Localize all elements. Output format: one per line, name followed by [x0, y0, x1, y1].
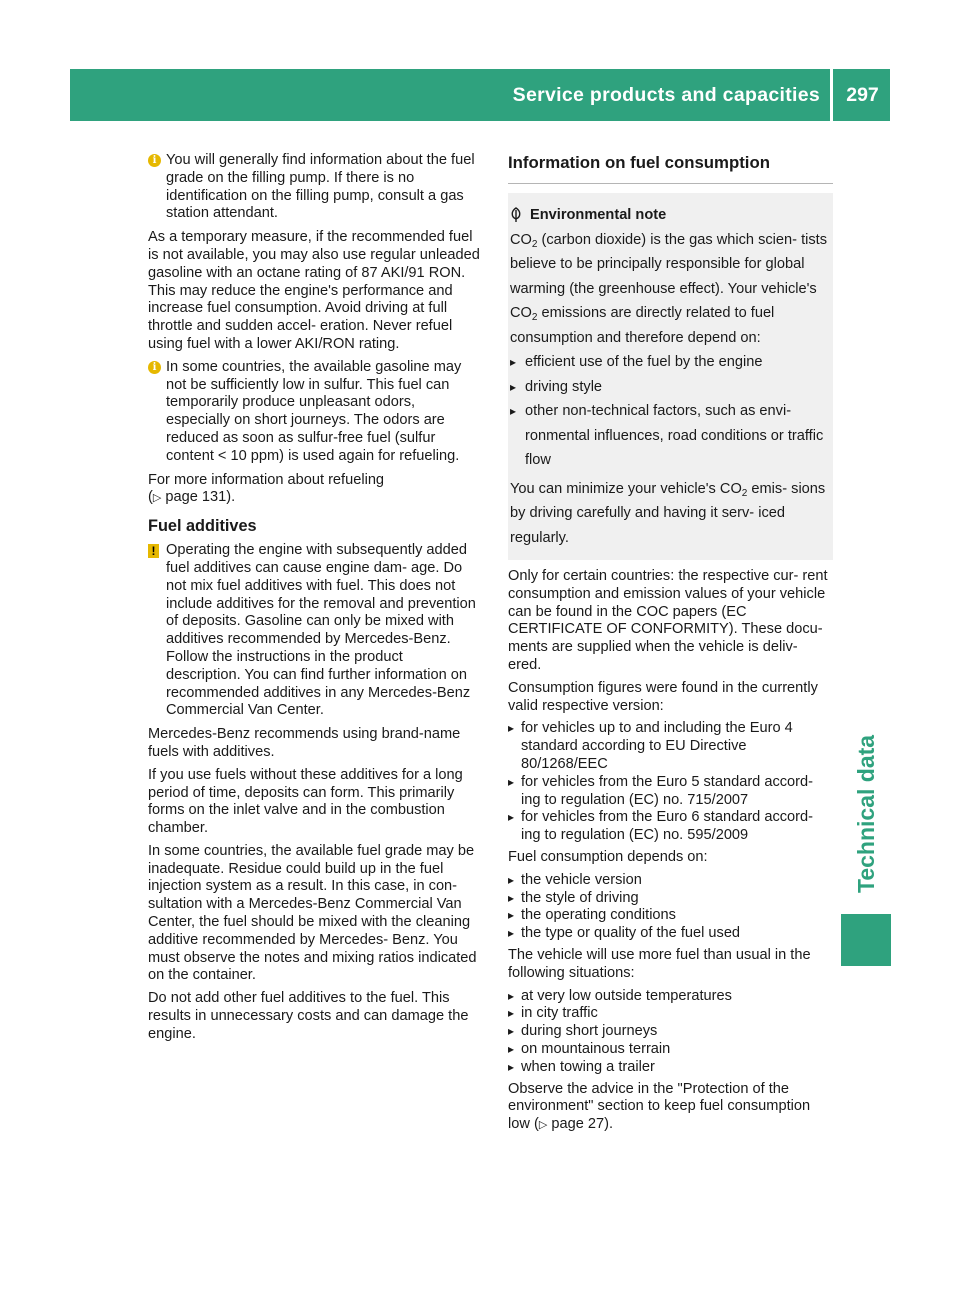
page-ref-link[interactable]: page 131).: [165, 489, 236, 506]
list-item: ▸ for vehicles up to and including the Euro 4 standard according to EU Directive 80/1268/EEC: [508, 720, 833, 773]
list-item: ▸ at very low outside temperatures: [508, 988, 833, 1006]
list-item: ▸ driving style: [510, 375, 833, 400]
paragraph: Do not add other fuel additives to the fuel. This results in unnecessary costs and can damage the engine.: [148, 990, 469, 1042]
header-bar: [70, 69, 890, 121]
paragraph: Consumption figures were found in the currently valid respective version:: [508, 679, 818, 714]
paragraph: Only for certain countries: the respective cur- rent consumption and emission values of your vehicle can be found in the COC papers (EC CERTIFICATE OF CONFORMITY). These docu- ments are supplied when the vehicle is deliv- ered.: [508, 568, 828, 673]
subscript: 2: [531, 238, 538, 250]
paragraph: [508, 1081, 833, 1135]
situations-list: [508, 988, 833, 1077]
info-note-text: You will generally find information about the fuel grade on the filling pump. If there is no identification on the filling pump, consult a gas station attendant.: [166, 152, 475, 222]
list-item: ▸ the style of driving: [508, 890, 833, 908]
warning-text: Operating the engine with subsequently added fuel additives can cause engine dam- age. Do not mix fuel additives with fuel. This does not include additives for the removal and prevention of deposits. Gasoline can only be mixed with additives recommended by Mercedes-Benz. Follow the instructions in the product description. You can find further information on recommended additives in any Mercedes-Benz Commercial Van Center.: [166, 542, 476, 719]
env-paragraph: [510, 228, 833, 351]
list-item: ▸ the type or quality of the fuel used: [508, 925, 833, 943]
left-column: [148, 152, 481, 1049]
list-item: ▸ the operating conditions: [508, 907, 833, 925]
paragraph: In some countries, the available fuel grade may be inadequate. Residue could build up in the fuel injection system as a result. In this case, in con- sultation with a Mercedes-Benz Commercial Van Center, the fuel should be mixed with the cleaning additive recommended by Mercedes- Benz. You must observe the notes and mixing ratios indicated on the container.: [148, 842, 477, 984]
refueling-text: For more information about refueling: [148, 471, 385, 488]
warning-icon: !: [148, 544, 159, 558]
info-note: [148, 359, 481, 466]
paragraph: For more information about refueling (▷ page 131).: [148, 471, 385, 506]
page-ref-arrow-icon: ▷: [152, 492, 162, 505]
side-tab-block: [841, 914, 891, 966]
subscript: 2: [531, 312, 538, 323]
list-item: ▸ other non-technical factors, such as envi- ronmental influences, road conditions or traffic flow: [510, 399, 833, 473]
page-ref-link[interactable]: page 27).: [551, 1116, 614, 1133]
section-heading: Information on fuel consumption: [508, 153, 770, 172]
list-item: ▸ in city traffic: [508, 1005, 833, 1023]
info-icon: i: [148, 361, 161, 374]
env-text: You can minimize your vehicle's CO: [510, 480, 742, 497]
environmental-note-title: [510, 203, 833, 228]
env-paragraph: [510, 477, 833, 551]
paragraph: As a temporary measure, if the recommended fuel is not available, you may also use regular unleaded gasoline with an octane rating of 87 AKI/91 RON. This may reduce the engine's performance and increase fuel consumption. Avoid driving at full throttle and sudden accel- eration. Never refuel using fuel with a lower AKI/RON rating.: [148, 229, 480, 352]
env-text: emis- sions by driving carefully and having it serv- iced regularly.: [510, 480, 826, 546]
warning-note: [148, 542, 481, 720]
list-item: ▸ on mountainous terrain: [508, 1041, 833, 1059]
list-item: ▸ during short journeys: [508, 1023, 833, 1041]
page-number: 297: [846, 84, 879, 106]
environmental-note: [508, 193, 833, 560]
subscript: 2: [741, 487, 748, 499]
paragraph: Fuel consumption depends on:: [508, 848, 708, 865]
env-title-text: Environmental note: [530, 207, 667, 223]
info-note: [148, 152, 481, 223]
info-icon: i: [148, 154, 161, 167]
header-divider: [830, 69, 833, 121]
page-section-title: Service products and capacities: [512, 84, 820, 106]
list-item: ▸ for vehicles from the Euro 5 standard accord- ing to regulation (EC) no. 715/2007: [508, 774, 833, 810]
list-item: ▸ efficient use of the fuel by the engine: [510, 350, 833, 375]
paragraph-text: Observe the advice in the "Protection of the environment" section to keep fuel consumption low (: [508, 1080, 811, 1133]
version-list: [508, 720, 833, 845]
list-item: ▸ when towing a trailer: [508, 1059, 833, 1077]
env-text: (carbon dioxide) is the gas which scien- tists believe to be principally responsible for global warming (the greenhouse effect). Your vehicle's CO: [510, 231, 828, 321]
env-list: [510, 350, 833, 473]
info-note-text: In some countries, the available gasoline may not be sufficiently low in sulfur. This fuel can temporarily produce unpleasant odors, especially on short journeys. The odors are reduced as soon as sulfur-free fuel (sulfur content < 10 ppm) is used again for refueling.: [166, 358, 462, 464]
list-item: ▸ the vehicle version: [508, 872, 833, 890]
heading-divider: [508, 183, 833, 184]
paragraph: Mercedes-Benz recommends using brand-name fuels with additives.: [148, 726, 461, 760]
paragraph: The vehicle will use more fuel than usual in the following situations:: [508, 946, 811, 981]
right-column: [508, 152, 833, 1140]
depends-list: [508, 872, 833, 943]
page-ref-arrow-icon: ▷: [538, 1119, 548, 1132]
side-tab-label: Technical data: [853, 734, 879, 893]
fuel-additives-heading: Fuel additives: [148, 517, 257, 536]
paragraph: If you use fuels without these additives for a long period of time, deposits can form. This primarily forms on the inlet valve and in the combustion chamber.: [148, 766, 463, 837]
env-text: emissions are directly related to fuel consumption and therefore depend on:: [510, 305, 775, 346]
co2-text: CO: [510, 231, 532, 248]
environment-leaf-icon: [510, 207, 522, 223]
list-item: ▸ for vehicles from the Euro 6 standard accord- ing to regulation (EC) no. 595/2009: [508, 809, 833, 845]
